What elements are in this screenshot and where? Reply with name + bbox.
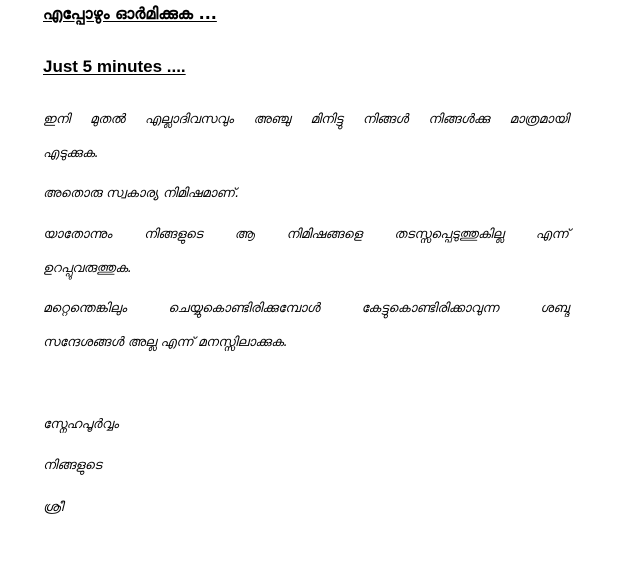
paragraph-word: ചെയ്യുകൊണ്ടിരിക്കുമ്പോൾ [168, 301, 320, 316]
paragraph-word: മറ്റെന്തെങ്കിലും [43, 301, 127, 316]
paragraph-word: അഞ്ചു [253, 112, 291, 127]
paragraph-word: നിമിഷങ്ങളെ [286, 227, 363, 242]
signature-closing: സ്നേഹപൂർവ്വം [43, 417, 119, 432]
signature-line-2: നിങ്ങളുടെ [43, 458, 102, 473]
paragraph-3-line-2: ഉറപ്പുവരുത്തുക. [43, 261, 132, 276]
paragraph-word: കേട്ടുകൊണ്ടിരിക്കാവുന്ന [361, 301, 499, 316]
signature-name: ശ്രീ [43, 500, 64, 515]
paragraph-3-line-1 [43, 218, 569, 252]
paragraph-word: തടസ്സപ്പെടുത്തുകില്ല [394, 227, 504, 242]
paragraph-word: നിങ്ങൾക്കു [428, 112, 490, 127]
paragraph-4 [43, 292, 569, 360]
document-title-english: Just 5 minutes .... [43, 57, 186, 76]
paragraph-word: എന്ന് [535, 227, 569, 242]
paragraph-1-line-1 [43, 103, 569, 137]
paragraph-word: മുതൽ [89, 112, 126, 127]
paragraph-word: എല്ലാദിവസവും [144, 112, 234, 127]
paragraph-word: നിങ്ങളുടെ [143, 227, 203, 242]
paragraph-1-line-2: എടുക്കുക. [43, 146, 99, 161]
paragraph-3 [43, 218, 569, 286]
paragraph-word: മിനിട്ടു [310, 112, 343, 127]
paragraph-word: ഇനി [43, 112, 71, 127]
paragraph-2-line-1: അതൊരു സ്വകാര്യ നിമിഷമാണ്. [43, 186, 240, 201]
paragraph-word: ശബ്ദ [540, 301, 569, 316]
document-title-malayalam: എപ്പോഴും ഓർമിക്കുക ... [43, 4, 217, 23]
paragraph-word: ആ [234, 227, 255, 242]
paragraph-1 [43, 103, 569, 171]
paragraph-4-line-1 [43, 292, 569, 326]
paragraph-word: മാത്രമായി [509, 112, 569, 127]
paragraph-4-line-2: സന്ദേശങ്ങൾ അല്ല എന്ന് മനസ്സിലാക്കുക. [43, 335, 288, 350]
paragraph-word: യാതോന്നും [43, 227, 112, 242]
paragraph-word: നിങ്ങൾ [362, 112, 409, 127]
paragraph-2 [43, 177, 569, 211]
